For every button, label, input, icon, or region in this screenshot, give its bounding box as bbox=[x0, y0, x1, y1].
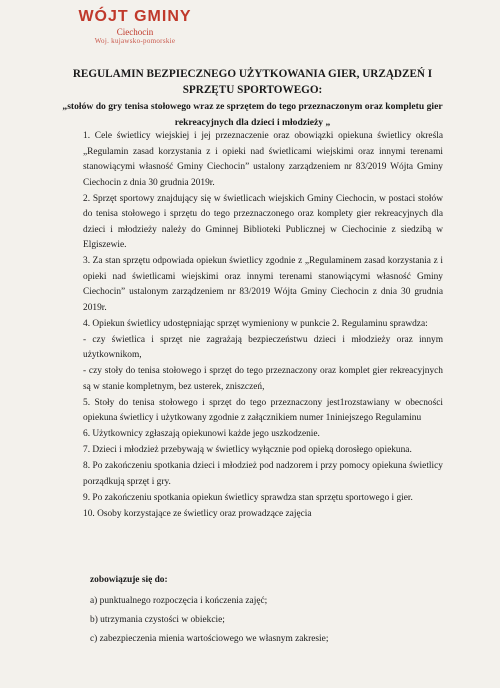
obligations-section bbox=[90, 572, 445, 647]
paragraph-9: 9. Po zakończeniu spotkania opiekun świetlicy sprawdza stan sprzętu sportowego i gier. bbox=[83, 492, 413, 503]
paragraph-2: 2. Sprzęt sportowy znajdujący się w świetlicach wiejskich Gminy Ciechocin, w postaci stołów do tenisa stołowego i sprzętu do tego przeznaczonego oraz komplety gier rekreacyjnych dla dzieci i młodzieży należy do Gminnej Biblioteki Publicznej w Ciechocinie z siedzibą w Elgiszewie. bbox=[83, 193, 443, 250]
paragraph-4-check-2: - czy stoły do tenisa stołowego i sprzęt do tego przeznaczony oraz komplet gier rekreacyjnych są w stanie kompletnym, bez usterek, zniszczeń, bbox=[83, 366, 443, 392]
stamp-voivodeship: Woj. kujawsko-pomorskie bbox=[94, 37, 176, 45]
regulation-body bbox=[83, 129, 443, 522]
obligation-a: a) punktualnego rozpoczęcia i kończenia zajęć; bbox=[90, 596, 268, 606]
paragraph-7: 7. Dzieci i młodzież przebywają w świetlicy wyłącznie pod opieką dorosłego opiekuna. bbox=[83, 445, 412, 455]
stamp-municipality: Ciechocin bbox=[116, 27, 154, 37]
document-subtitle: „stołów do gry tenisa stołowego wraz ze sprzętem do tego przeznaczonym oraz kompletu gier rekreacyjnych dla dzieci i młodzieży „ bbox=[62, 101, 443, 128]
paragraph-4-check-1: - czy świetlica i sprzęt nie zagrażają bezpieczeństwu dzieci i młodzieży oraz innym użytkownikom, bbox=[83, 334, 443, 360]
obligations-heading: zobowiązuje się do: bbox=[90, 575, 168, 585]
paragraph-10: 10. Osoby korzystające ze świetlicy oraz prowadzące zajęcia bbox=[83, 508, 312, 519]
paragraph-4: 4. Opiekun świetlicy udostępniając sprzęt wymieniony w punkcie 2. Regulaminu sprawdza: bbox=[83, 318, 428, 329]
paragraph-8: 8. Po zakończeniu spotkania dzieci i młodzież pod nadzorem i przy pomocy opiekuna świetlicy porządkują sprzęt i gry. bbox=[83, 461, 443, 487]
obligation-c: c) zabezpieczenia mienia wartościowego we własnym zakresie; bbox=[90, 634, 329, 644]
stamp bbox=[70, 8, 200, 58]
document-title: REGULAMIN BEZPIECZNEGO UŻYTKOWANIA GIER, URZĄDZEŃ I SPRZĘTU SPORTOWEGO: bbox=[72, 68, 433, 96]
paragraph-6: 6. Użytkownicy zgłaszają opiekunowi każde jego uszkodzenie. bbox=[83, 429, 320, 439]
stamp-title: WÓJT GMINY bbox=[78, 8, 192, 25]
paragraph-1: 1. Cele świetlicy wiejskiej i jej przeznaczenie oraz obowiązki opiekuna świetlicy określa „Regulamin zasad korzystania z i opieki nad świetlicami wiejskimi oraz innymi terenami stanowiącymi własność Gminy Ciechocin” ustalony zarządzeniem nr 83/2019 Wójta Gminy Ciechocin z dnia 30 grudnia 2019r. bbox=[83, 131, 443, 188]
paragraph-5: 5. Stoły do tenisa stołowego i sprzęt do tego przeznaczony jest1rozstawiany w obecności opiekuna świetlicy i użytkowany zgodnie z załącznikiem numer 1niniejszego Regulaminu bbox=[83, 397, 443, 423]
paragraph-3: 3. Za stan sprzętu odpowiada opiekun świetlicy zgodnie z „Regulaminem zasad korzystania z i opieki nad świetlicami wiejskimi oraz innymi terenami stanowiącymi własność Gminy Ciechocin” ustalonym zarządzeniem nr 83/2019 Wójta Gminy Ciechocin z dnia 30 grudnia 2019r. bbox=[83, 256, 443, 313]
obligation-b: b) utrzymania czystości w obiekcie; bbox=[90, 615, 225, 625]
